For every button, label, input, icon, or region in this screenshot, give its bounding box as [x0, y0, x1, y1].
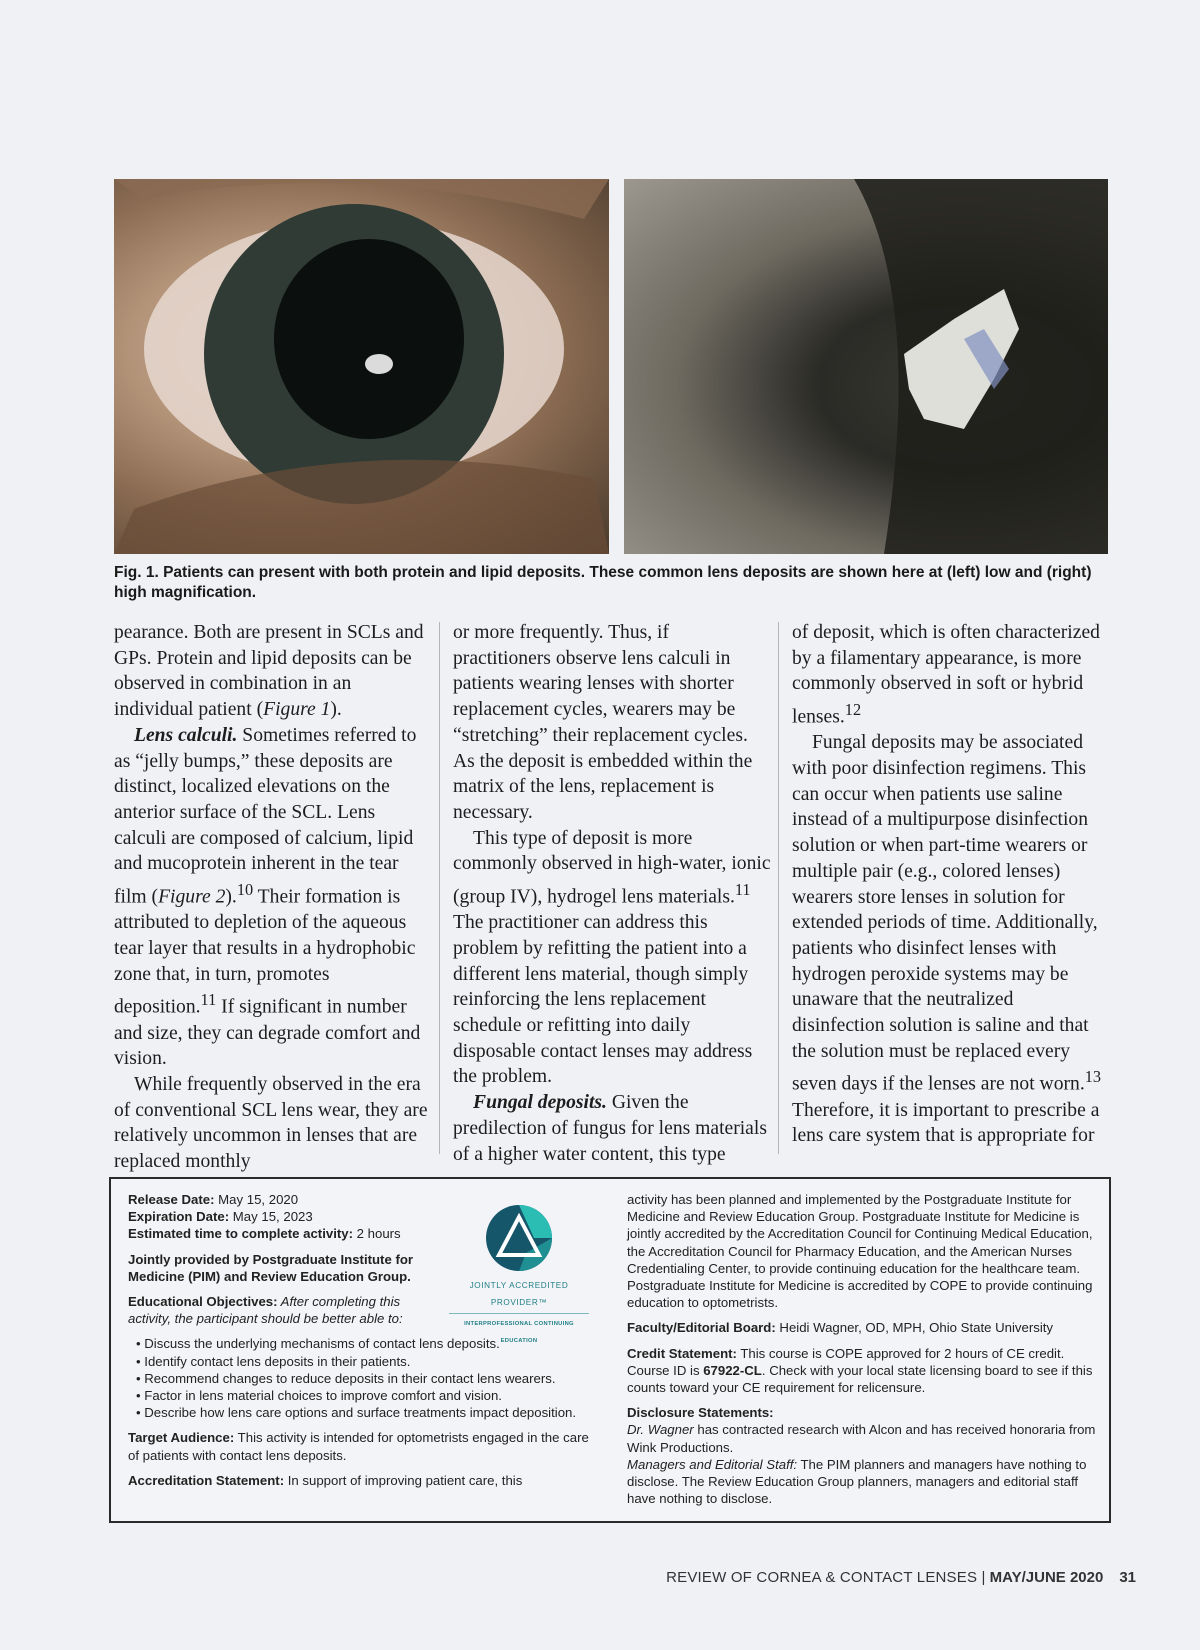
jointly-provided: Jointly provided by Postgraduate Institute for Medicine (PIM) and Review Education Group. [128, 1251, 414, 1284]
jointly-accredited-logo [449, 1203, 589, 1350]
reference-superscript: 12 [844, 700, 862, 720]
article-column-1 [114, 620, 430, 1175]
article-column-2 [453, 620, 771, 1167]
target-audience: Target Audience: This activity is intended for optometrists engaged in the care of patients with contact lens deposits. [128, 1430, 589, 1463]
disclosure-staff: Managers and Editorial Staff: The PIM planners and managers have nothing to disclose. The Review Education Group planners, managers and editorial staff have nothing to disclose. [627, 1456, 1087, 1507]
eye-low-magnification-image [114, 179, 609, 554]
accreditation-continued: activity has been planned and implemented by the Postgraduate Institute for Medicine and Review Education Group. Postgraduate Institute for Medicine is jointly accredited by the Accreditation Council for Continuing Medical Education, the Accreditation Council for Pharmacy Education, and the American Nurses Credentialing Center, to provide continuing education for the healthcare team. Postgraduate Institute for Medicine is accredited by COPE to provide continuing education to optometrists. [627, 1192, 1093, 1311]
triangle-circle-icon [484, 1203, 554, 1273]
deposit-high-magnification-image [624, 179, 1108, 554]
paragraph: Fungal deposits may be associated with poor disinfection regimens. This can occur when patients use saline instead of a multipurpose disinfection solution or when part-time wearers or multiple pair (e.g., colored lenses) wearers store lenses in solution for extended periods of time. Additionally, patients who disinfect lenses with hydrogen peroxide systems may be unaware that the neutralized disinfection solution is saline and that the solution must be replaced every seven days if the lenses are not worn.$^{13}$ Therefore, it is important to prescribe a lens care system that is appropriate for [792, 732, 1102, 1147]
expiration-date: Expiration Date: May 15, 2023 [128, 1209, 313, 1225]
paragraph: This type of deposit is more commonly observed in high-water, ionic (group IV), hydrogel lens materials.$^{11}$ The practitioner can address this problem by refitting the patient into a different lens material, though simply reinforcing the lens replacement schedule or refitting into daily disposable contact lenses may address the problem. [453, 827, 771, 1088]
disclosure-heading: Disclosure Statements: [627, 1405, 774, 1421]
list-item: • Discuss the underlying mechanisms of contact lens deposits. [134, 1335, 598, 1352]
ce-info-box [109, 1177, 1111, 1523]
list-item: • Describe how lens care options and surface treatments impact deposition. [134, 1404, 598, 1421]
page-number: 31 [1119, 1569, 1136, 1586]
ce-info-right [627, 1191, 1097, 1507]
credit-statement: Credit Statement: This course is COPE approved for 2 hours of CE credit. Course ID is 67922-CL. Check with your local state licensing board to see if this counts toward your CE requirement for relicensure. [627, 1345, 1093, 1396]
estimated-time: Estimated time to complete activity: 2 hours [128, 1226, 401, 1242]
logo-text: JOINTLY ACCREDITED PROVIDER™ [469, 1281, 569, 1308]
paragraph: While frequently observed in the era of conventional SCL lens wear, they are relatively uncommon in lenses that are replaced monthly [114, 1074, 428, 1173]
list-item: • Factor in lens material choices to improve comfort and vision. [134, 1387, 598, 1404]
figure-left-photo [114, 179, 609, 554]
list-item: • Identify contact lens deposits in their patients. [134, 1353, 598, 1370]
paragraph: pearance. Both are present in SCLs and GPs. Protein and lipid deposits can be observed in combination in an individual patient (Figure 1). [114, 622, 424, 721]
disclosure-wagner: Dr. Wagner has contracted research with Alcon and has received honoraria from Wink Productions. [627, 1422, 1096, 1455]
paragraph: Fungal deposits. Given the predilection of fungus for lens materials of a higher water content, this type [453, 1092, 767, 1165]
column-divider [778, 622, 779, 1154]
faculty-board: Faculty/Editorial Board: Heidi Wagner, OD, MPH, Ohio State University [627, 1320, 1054, 1336]
accreditation-statement: Accreditation Statement: In support of improving patient care, this [128, 1472, 523, 1488]
reference-superscript: 11 [200, 990, 217, 1010]
page-footer [666, 1569, 1136, 1586]
reference-superscript: 11 [734, 880, 751, 900]
logo-subtext: INTERPROFESSIONAL CONTINUING EDUCATION [449, 1313, 589, 1350]
paragraph: of deposit, which is often characterized by a filamentary appearance, is more commonly observed in soft or hybrid lenses.$^{12}$ [792, 622, 1100, 728]
educational-objectives: Educational Objectives: After completing this activity, the participant should be better able to: [128, 1294, 403, 1327]
course-id: 67922-CL [703, 1362, 762, 1378]
figure-caption: Fig. 1. Patients can present with both protein and lipid deposits. These common lens deposits are shown here at (left) low and (right) high magnification. [114, 564, 1092, 601]
issue-date: MAY/JUNE 2020 [989, 1569, 1104, 1586]
figure-right-photo [624, 179, 1108, 554]
paragraph: or more frequently. Thus, if practitioners observe lens calculi in patients wearing lenses with shorter replacement cycles, wearers may be “stretching” their replacement cycles. As the deposit is embedded within the matrix of the lens, replacement is necessary. [453, 622, 753, 823]
reference-superscript: 13 [1084, 1067, 1102, 1087]
release-date: Release Date: May 15, 2020 [128, 1192, 299, 1207]
paragraph: Lens calculi. Sometimes referred to as “jelly bumps,” these deposits are distinct, localized elevations on the anterior surface of the SCL. Lens calculi are composed of calcium, lipid and mucoprotein inherent in the tear film (Figure 2).$^{10}$ Their formation is attributed to depletion of the aqueous tear layer that results in a hydrophobic zone that, in turn, promotes deposition.$^{11}$ If significant in number and size, they can degrade comfort and vision. [114, 724, 421, 1070]
section-heading: Fungal deposits. [473, 1092, 607, 1114]
list-item: • Recommend changes to reduce deposits in their contact lens wearers. [134, 1370, 598, 1387]
column-divider [439, 622, 440, 1154]
reference-superscript: 10 [236, 880, 254, 900]
article-column-3 [792, 620, 1108, 1149]
magazine-name: REVIEW OF CORNEA & CONTACT LENSES | [666, 1569, 986, 1586]
section-heading: Lens calculi. [134, 724, 238, 746]
